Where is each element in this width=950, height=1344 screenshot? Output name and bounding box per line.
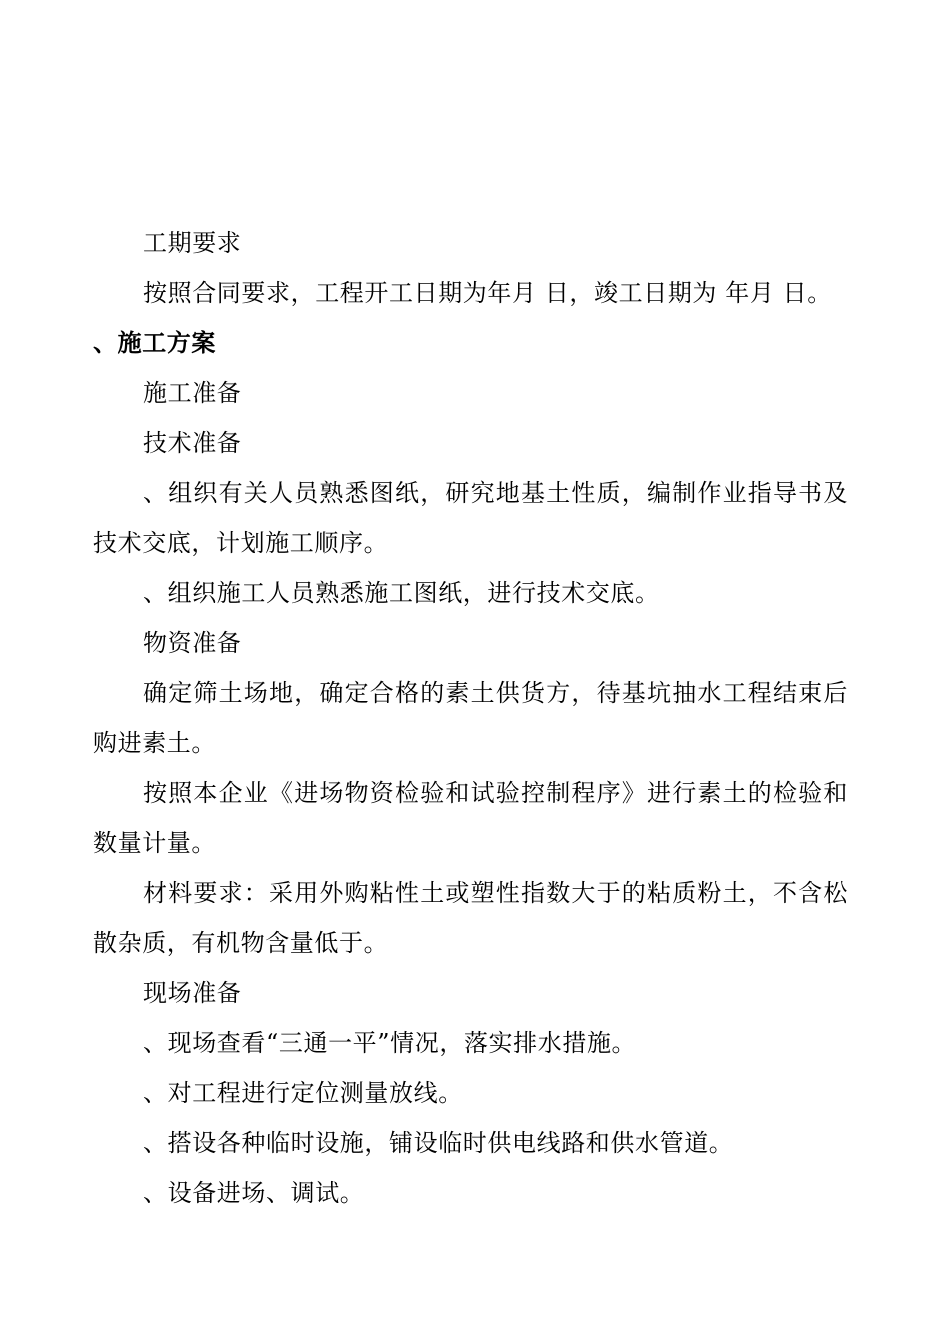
paragraph-materials-2: 按照本企业《进场物资检验和试验控制程序》进行素土的检验和数量计量。	[93, 779, 848, 857]
section-title-technical: 技术准备	[143, 429, 242, 457]
paragraph-site-4: 、设备进场、调试。	[143, 1179, 365, 1207]
paragraph-site-1: 、现场查看“三通一平”情况，落实排水措施。	[143, 1029, 637, 1057]
paragraph-materials-1: 确定筛土场地，确定合格的素土供货方，待基坑抽水工程结束后购进素土。	[93, 679, 848, 757]
paragraph-site-3: 、搭设各种临时设施，铺设临时供电线路和供水管道。	[143, 1129, 734, 1157]
paragraph-technical-1: 、组织有关人员熟悉图纸，研究地基土性质，编制作业指导书及技术交底，计划施工顺序。	[93, 479, 848, 557]
section-title-schedule: 工期要求	[143, 229, 242, 257]
paragraph-materials-3: 材料要求：采用外购粘性土或塑性指数大于的粘质粉土，不含松散杂质，有机物含量低于。	[93, 879, 848, 957]
section-title-materials: 物资准备	[143, 629, 242, 657]
paragraph-site-2: 、对工程进行定位测量放线。	[143, 1079, 463, 1107]
paragraph-schedule-dates: 按照合同要求，工程开工日期为年月 日，竣工日期为 年月 日。	[143, 279, 832, 307]
document-body	[93, 218, 848, 1218]
section-title-site: 现场准备	[143, 979, 242, 1007]
heading-construction-plan: 、施工方案	[93, 329, 216, 357]
paragraph-technical-2: 、组织施工人员熟悉施工图纸，进行技术交底。	[143, 579, 660, 607]
section-title-preparation: 施工准备	[143, 379, 242, 407]
